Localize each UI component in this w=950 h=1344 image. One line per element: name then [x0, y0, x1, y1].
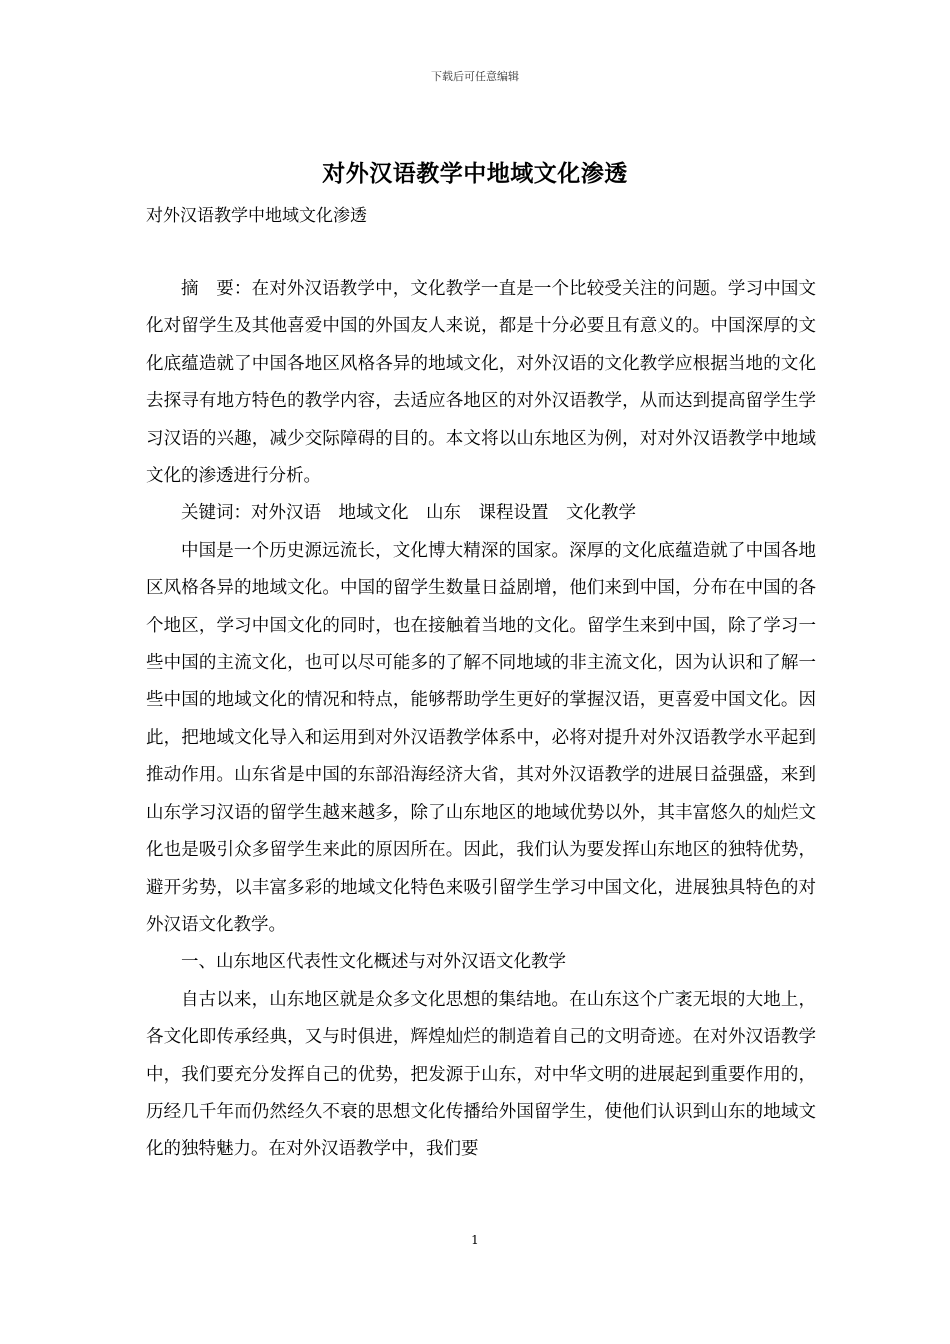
- document-body: [146, 271, 816, 1169]
- body-paragraph: 自古以来，山东地区就是众多文化思想的集结地。在山东这个广袤无垠的大地上，各文化即传承经典，又与时俱进，辉煌灿烂的制造着自己的文明奇迹。在对外汉语教学中，我们要充分发挥自己的优势，把发源于山东，对中华文明的进展起到重要作用的，历经几千年而仍然经久不衰的思想文化传播给外国留学生，使他们认识到山东的地域文化的独特魅力。在对外汉语教学中，我们要: [146, 989, 816, 1160]
- page-number: 1: [471, 1233, 479, 1247]
- keywords-paragraph: 关键词：对外汉语 地域文化 山东 课程设置 文化教学: [181, 503, 636, 524]
- body-paragraph: 中国是一个历史源远流长，文化博大精深的国家。深厚的文化底蕴造就了中国各地区风格各异的地域文化。中国的留学生数量日益剧增，他们来到中国，分布在中国的各个地区，学习中国文化的同时，也在接触着当地的文化。留学生来到中国，除了学习一些中国的主流文化，也可以尽可能多的了解不同地域的非主流文化，因为认识和了解一些中国的地域文化的情况和特点，能够帮助学生更好的掌握汉语，更喜爱中国文化。因此，把地域文化导入和运用到对外汉语教学体系中，必将对提升对外汉语教学水平起到推动作用。山东省是中国的东部沿海经济大省，其对外汉语教学的进展日益强盛，来到山东学习汉语的留学生越来越多，除了山东地区的地域优势以外，其丰富悠久的灿烂文化也是吸引众多留学生来此的原因所在。因此，我们认为要发挥山东地区的独特优势，避开劣势，以丰富多彩的地域文化特色来吸引留学生学习中国文化，进展独具特色的对外汉语文化教学。: [146, 540, 816, 935]
- document-subtitle: 对外汉语教学中地域文化渗透: [146, 206, 367, 226]
- header-note: 下载后可任意编辑: [431, 70, 519, 83]
- section-heading: 一、山东地区代表性文化概述与对外汉语文化教学: [181, 952, 566, 973]
- document-title: 对外汉语教学中地域文化渗透: [322, 160, 628, 187]
- abstract-paragraph: 摘 要：在对外汉语教学中，文化教学一直是一个比较受关注的问题。学习中国文化对留学生及其他喜爱中国的外国友人来说，都是十分必要且有意义的。中国深厚的文化底蕴造就了中国各地区风格各异的地域文化，对外汉语的文化教学应根据当地的文化去探寻有地方特色的教学内容，去适应各地区的对外汉语教学，从而达到提高留学生学习汉语的兴趣，减少交际障碍的目的。本文将以山东地区为例，对对外汉语教学中地域文化的渗透进行分析。: [146, 279, 816, 487]
